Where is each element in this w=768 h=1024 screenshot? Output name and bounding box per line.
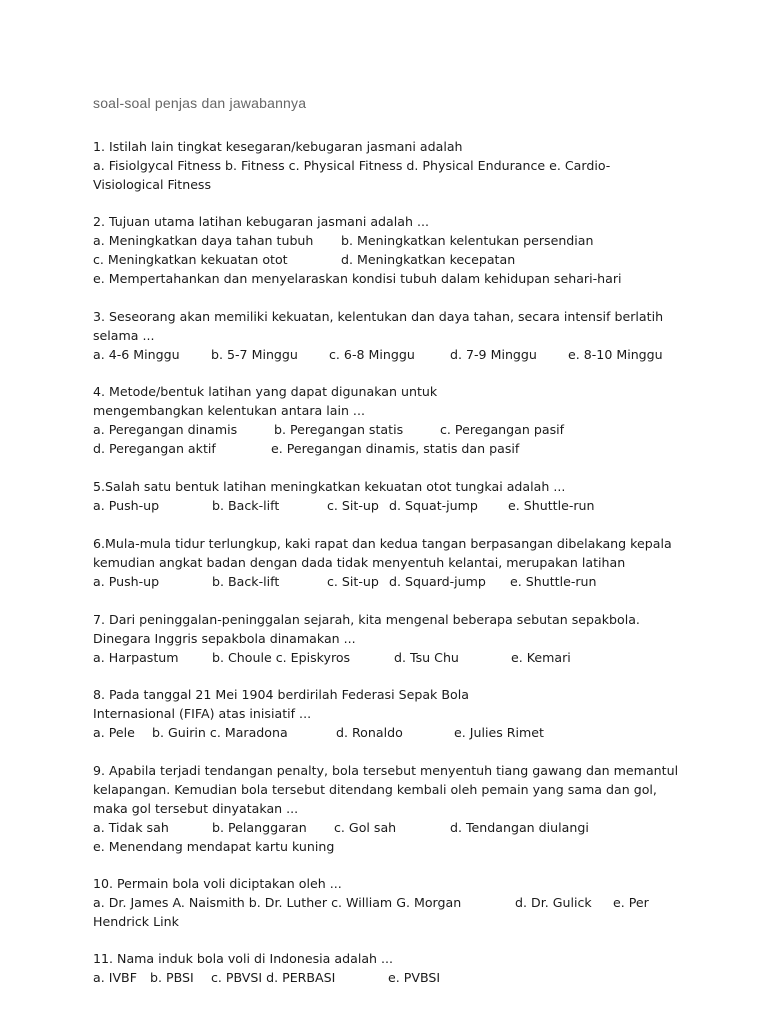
option-a: a. Peregangan dinamis [93, 422, 238, 437]
option-d: d. Dr. Gulick [515, 895, 592, 910]
question-11 [93, 949, 693, 987]
question-4 [93, 382, 693, 458]
option-b-c: b. Guirin c. Maradona [152, 725, 288, 740]
option-b: b. Pelanggaran [212, 820, 307, 835]
option-b: b. 5-7 Minggu [211, 347, 298, 362]
question-9 [93, 761, 693, 856]
option-a: a. Tidak sah [93, 820, 169, 835]
option-a: a. Harpastum [93, 650, 179, 665]
question-6 [93, 534, 693, 591]
option-c: c. Meningkatkan kekuatan otot [93, 252, 288, 267]
question-stem: 10. Permain bola voli diciptakan oleh ... [93, 876, 342, 891]
option-a: a. Meningkatkan daya tahan tubuh [93, 233, 314, 248]
answer-options-cont: Visiological Fitness [93, 177, 212, 192]
question-stem-cont: kelapangan. Kemudian bola tersebut ditendang kembali oleh pemain yang sama dan gol, [93, 782, 657, 797]
option-d: d. Tsu Chu [394, 650, 459, 665]
question-stem: 4. Metode/bentuk latihan yang dapat digunakan untuk [93, 384, 438, 399]
page-title: soal-soal penjas dan jawabannya [93, 95, 307, 111]
option-b: b. Meningkatkan kelentukan persendian [341, 233, 594, 248]
option-d: d. Peregangan aktif [93, 441, 216, 456]
answer-options: a. Fisiolgycal Fitness b. Fitness c. Physical Fitness d. Physical Endurance e. Cardio- [93, 158, 611, 173]
option-d: d. Meningkatkan kecepatan [341, 252, 516, 267]
question-stem: 8. Pada tanggal 21 Mei 1904 berdirilah Federasi Sepak Bola [93, 687, 469, 702]
question-stem: 5.Salah satu bentuk latihan meningkatkan kekuatan otot tungkai adalah ... [93, 479, 566, 494]
question-stem: 11. Nama induk bola voli di Indonesia adalah ... [93, 951, 394, 966]
question-stem-cont: selama ... [93, 328, 155, 343]
option-d: d. Ronaldo [336, 725, 403, 740]
option-e: e. Kemari [511, 650, 571, 665]
option-a: a. IVBF [93, 970, 137, 985]
question-stem-cont: Dinegara Inggris sepakbola dinamakan ... [93, 631, 356, 646]
question-8 [93, 685, 693, 742]
option-a: a. Pele [93, 725, 135, 740]
option-a-b-c: a. Dr. James A. Naismith b. Dr. Luther c. William G. Morgan [93, 895, 462, 910]
option-e: e. Mempertahankan dan menyelaraskan kondisi tubuh dalam kehidupan sehari-hari [93, 271, 622, 286]
option-b: b. PBSI [150, 970, 194, 985]
option-c-d: c. PBVSI d. PERBASI [211, 970, 336, 985]
question-3 [93, 307, 693, 364]
question-stem-cont: mengembangkan kelentukan antara lain ... [93, 403, 365, 418]
option-a: a. 4-6 Minggu [93, 347, 180, 362]
option-c: c. Sit-up [327, 574, 379, 589]
question-7 [93, 610, 693, 667]
option-e: e. Peregangan dinamis, statis dan pasif [271, 441, 520, 456]
option-e: e. PVBSI [388, 970, 441, 985]
option-c: c. Sit-up [327, 498, 379, 513]
question-5 [93, 477, 693, 515]
option-e: e. Shuttle-run [510, 574, 597, 589]
question-stem: 9. Apabila terjadi tendangan penalty, bola tersebut menyentuh tiang gawang dan memantul [93, 763, 679, 778]
option-a: a. Push-up [93, 498, 160, 513]
option-d: d. Squard-jump [389, 574, 486, 589]
question-stem-cont: Internasional (FIFA) atas inisiatif ... [93, 706, 312, 721]
question-stem: 3. Seseorang akan memiliki kekuatan, kelentukan dan daya tahan, secara intensif berlatih [93, 309, 664, 324]
question-stem: 2. Tujuan utama latihan kebugaran jasmani adalah ... [93, 214, 429, 229]
option-d: d. Tendangan diulangi [450, 820, 589, 835]
option-e: e. 8-10 Minggu [568, 347, 663, 362]
question-10 [93, 874, 693, 931]
option-e: e. Menendang mendapat kartu kuning [93, 839, 335, 854]
option-e: e. Julies Rimet [454, 725, 544, 740]
option-c: c. Gol sah [334, 820, 397, 835]
question-stem: 7. Dari peninggalan-peninggalan sejarah, kita mengenal beberapa sebutan sepakbola. [93, 612, 640, 627]
option-a: a. Push-up [93, 574, 160, 589]
option-d: d. 7-9 Minggu [450, 347, 537, 362]
option-b-c: b. Choule c. Episkyros [212, 650, 351, 665]
question-2 [93, 212, 693, 288]
option-b: b. Back-lift [212, 574, 280, 589]
option-e: e. Shuttle-run [508, 498, 595, 513]
option-c: c. 6-8 Minggu [329, 347, 415, 362]
question-stem-cont: kemudian angkat badan dengan dada tidak menyentuh kelantai, merupakan latihan [93, 555, 626, 570]
option-c: c. Peregangan pasif [440, 422, 565, 437]
question-1 [93, 137, 693, 194]
option-e: e. Per [613, 895, 649, 910]
option-b: b. Peregangan statis [274, 422, 404, 437]
question-stem: 1. Istilah lain tingkat kesegaran/kebugaran jasmani adalah [93, 139, 463, 154]
option-d: d. Squat-jump [389, 498, 478, 513]
question-stem-cont: maka gol tersebut dinyatakan ... [93, 801, 299, 816]
option-b: b. Back-lift [212, 498, 280, 513]
option-e-cont: Hendrick Link [93, 914, 179, 929]
question-stem: 6.Mula-mula tidur terlungkup, kaki rapat dan kedua tangan berpasangan dibelakang kepala [93, 536, 672, 551]
